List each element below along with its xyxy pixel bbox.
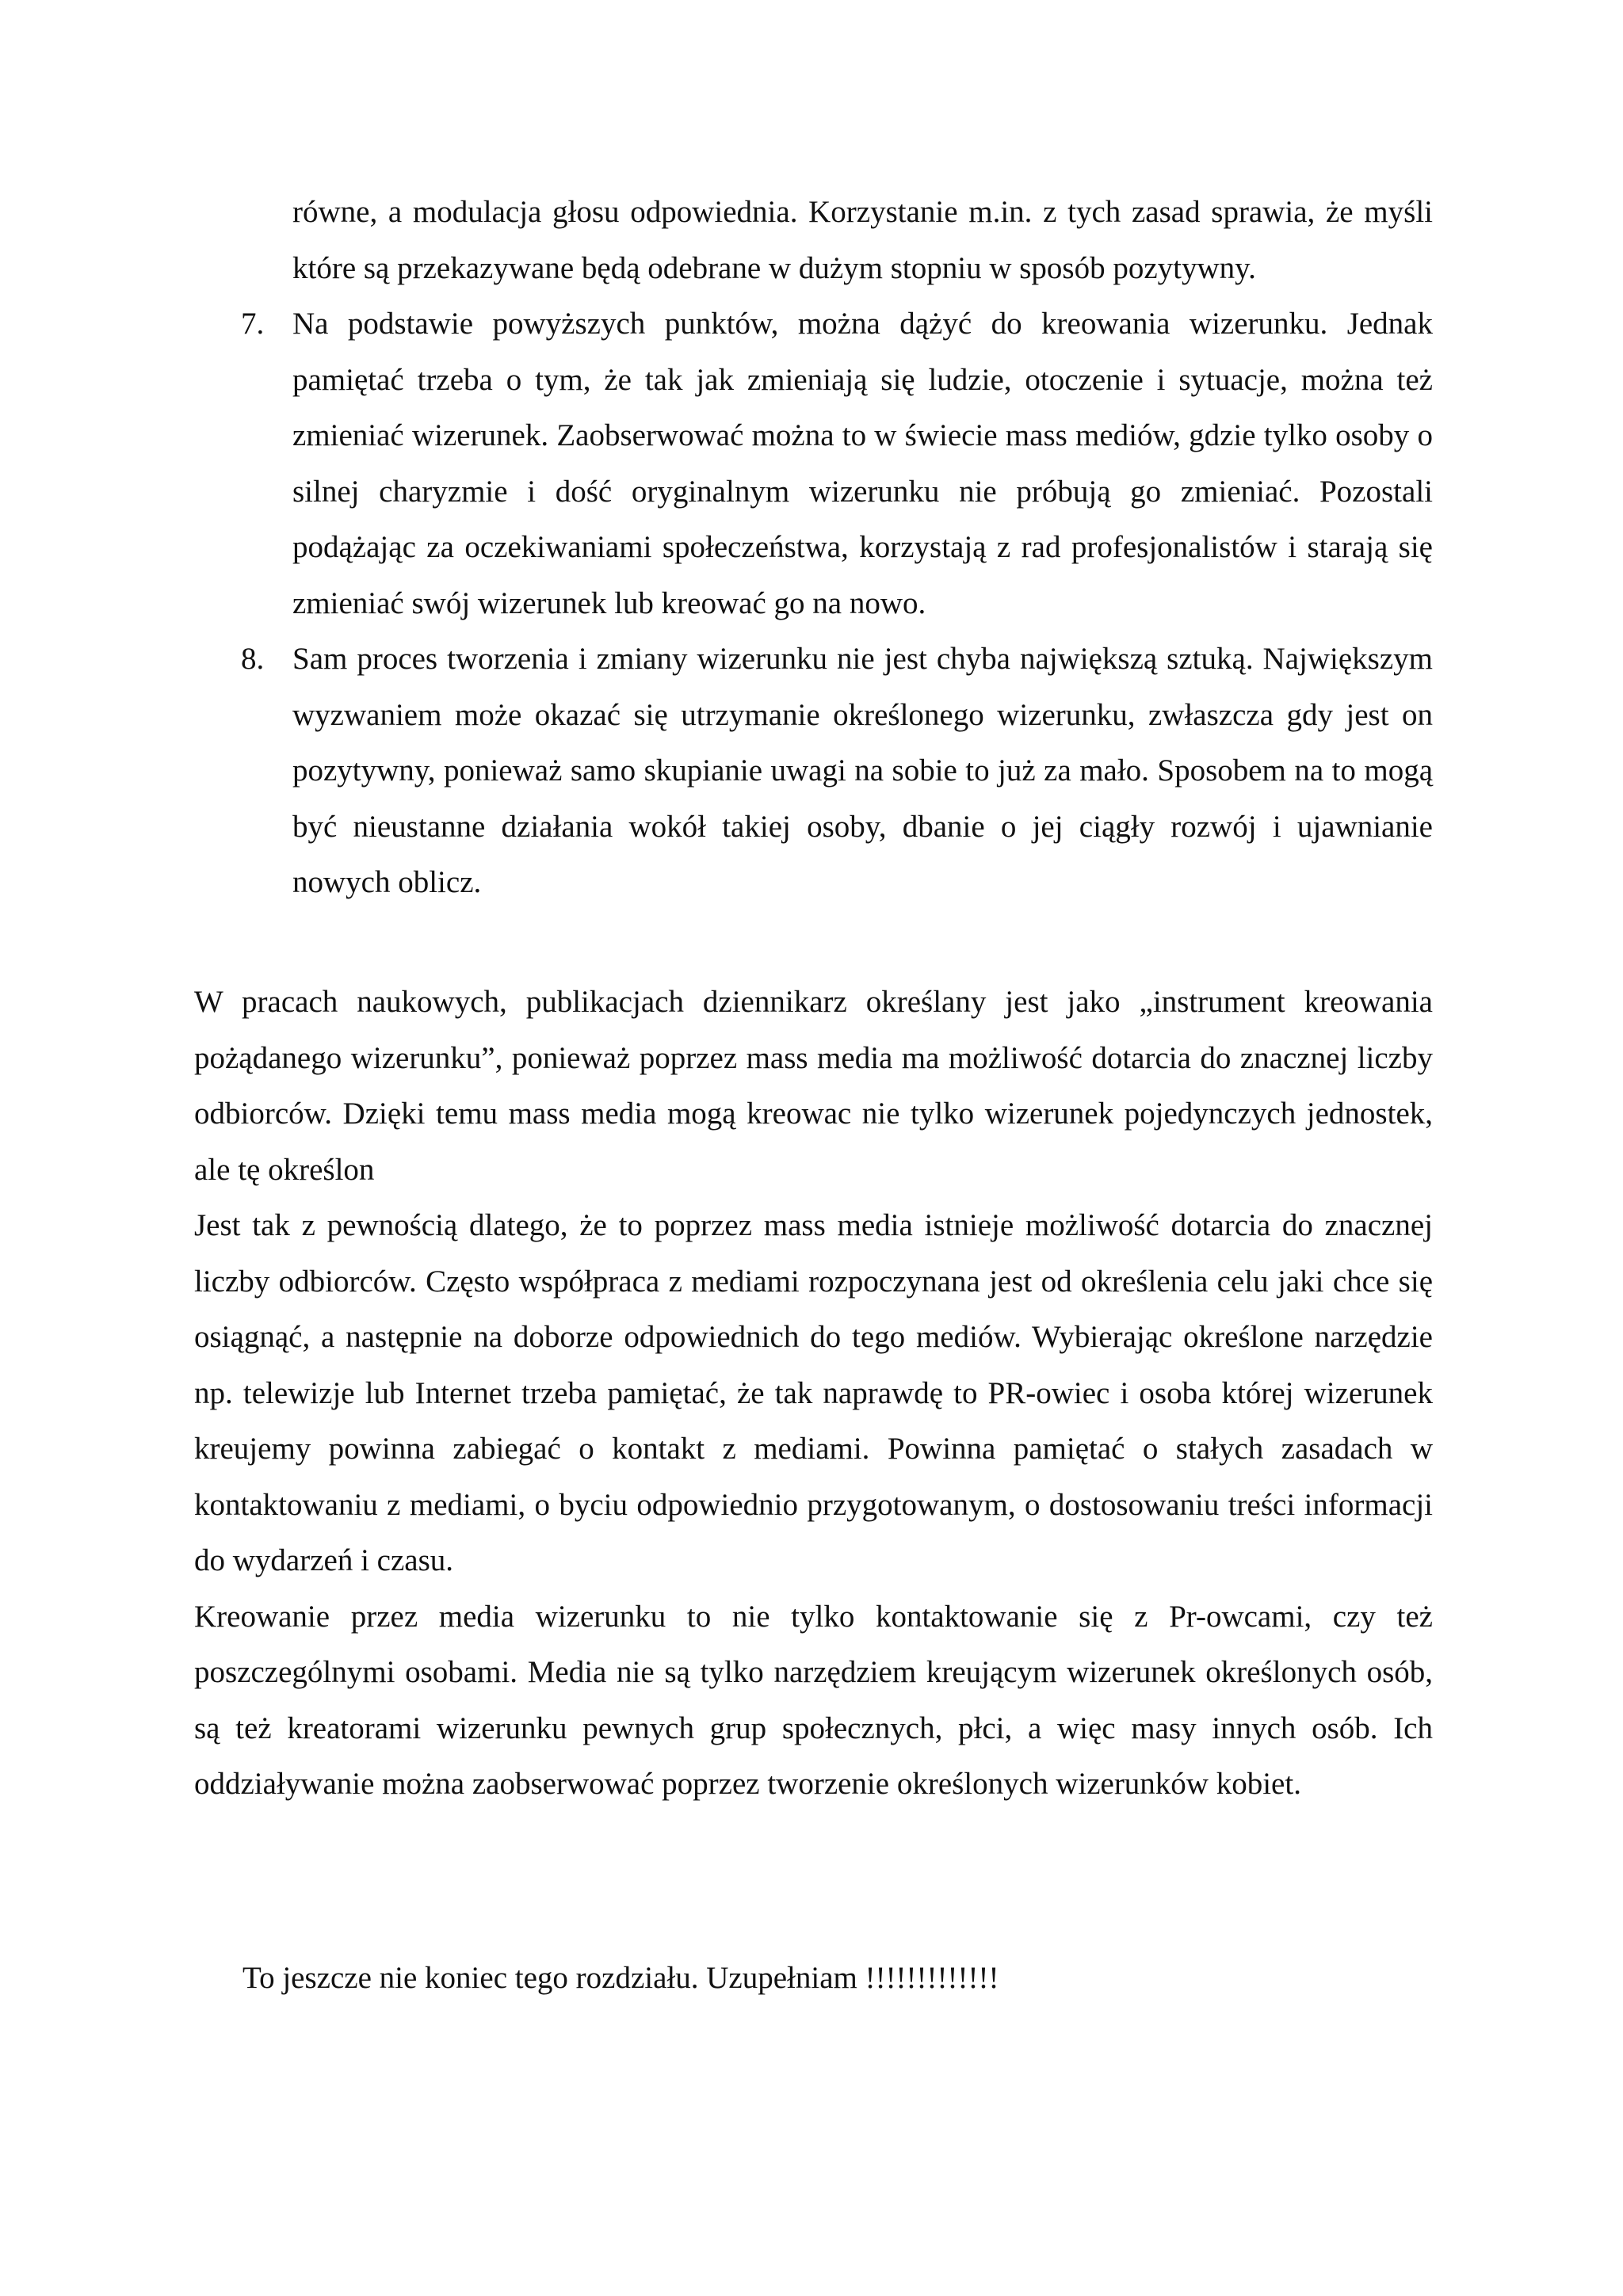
list-number: 8. xyxy=(241,642,265,676)
main-text xyxy=(194,974,1433,1813)
list-item-8 xyxy=(241,631,1433,911)
paragraph-dziennikarz: W pracach naukowych, publikacjach dziennikarz określany jest jako „instrument kreowania pożądanego wizerunku”, ponieważ poprzez mass media ma możliwość dotarcia do znacznej liczby odbiorców. Dzięki temu mass media mogą kreowac nie tylko wizerunek pojedynczych jednostek, ale tę określon xyxy=(194,985,1433,1187)
author-note: To jeszcze nie koniec tego rozdziału. Uzupełniam !!!!!!!!!!!!! xyxy=(242,1961,999,1995)
list-item-7 xyxy=(241,296,1433,631)
list-number: 7. xyxy=(241,307,265,341)
list-item-text: Na podstawie powyższych punktów, można dążyć do kreowania wizerunku. Jednak pamiętać trzeba o tym, że tak jak zmieniają się ludzie, otoczenie i sytuacje, można też zmieniać wizerunek. Zaobserwować można to w świecie mass mediów, gdzie tylko osoby o silnej charyzmie i dość oryginalnym wizerunku nie próbują go zmieniać. Pozostali podążając za oczekiwaniami społeczeństwa, korzystają z rad profesjonalistów i starają się zmieniać swój wizerunek lub kreować go na nowo. xyxy=(292,307,1433,620)
paragraph-mass-media: Jest tak z pewnością dlatego, że to poprzez mass media istnieje możliwość dotarcia do znacznej liczby odbiorców. Często współpraca z mediami rozpoczynana jest od określenia celu jaki chce się osiągnąć, a następnie na doborze odpowiednich do tego mediów. Wybierając określone narzędzie np. telewizje lub Internet trzeba pamiętać, że tak naprawdę to PR-owiec i osoba której wizerunek kreujemy powinna zabiegać o kontakt z mediami. Powinna pamiętać o stałych zasadach w kontaktowaniu z mediami, o byciu odpowiednio przygotowanym, o dostosowaniu treści informacji do wydarzeń i czasu. xyxy=(194,1208,1433,1577)
list-item-text: Sam proces tworzenia i zmiany wizerunku nie jest chyba największą sztuką. Największym wyzwaniem może okazać się utrzymanie określonego wizerunku, zwłaszcza gdy jest on pozytywny, ponieważ samo skupianie uwagi na sobie to już za mało. Sposobem na to mogą być nieustanne działania wokół takiej osoby, dbanie o jej ciągły rozwój i ujawnianie nowych oblicz. xyxy=(292,642,1433,899)
list-item-continuation: równe, a modulacja głosu odpowiednia. Korzystanie m.in. z tych zasad sprawia, że myśli które są przekazywane będą odebrane w dużym stopniu w sposób pozytywny. xyxy=(292,195,1433,285)
paragraph-kreowanie: Kreowanie przez media wizerunku to nie tylko kontaktowanie się z Pr-owcami, czy też poszczególnymi osobami. Media nie są tylko narzędziem kreującym wizerunek określonych osób, są też kreatorami wizerunku pewnych grup społecznych, płci, a więc masy innych osób. Ich oddziaływanie można zaobserwować poprzez tworzenie określonych wizerunków kobiet. xyxy=(194,1599,1433,1801)
numbered-list xyxy=(241,296,1433,911)
